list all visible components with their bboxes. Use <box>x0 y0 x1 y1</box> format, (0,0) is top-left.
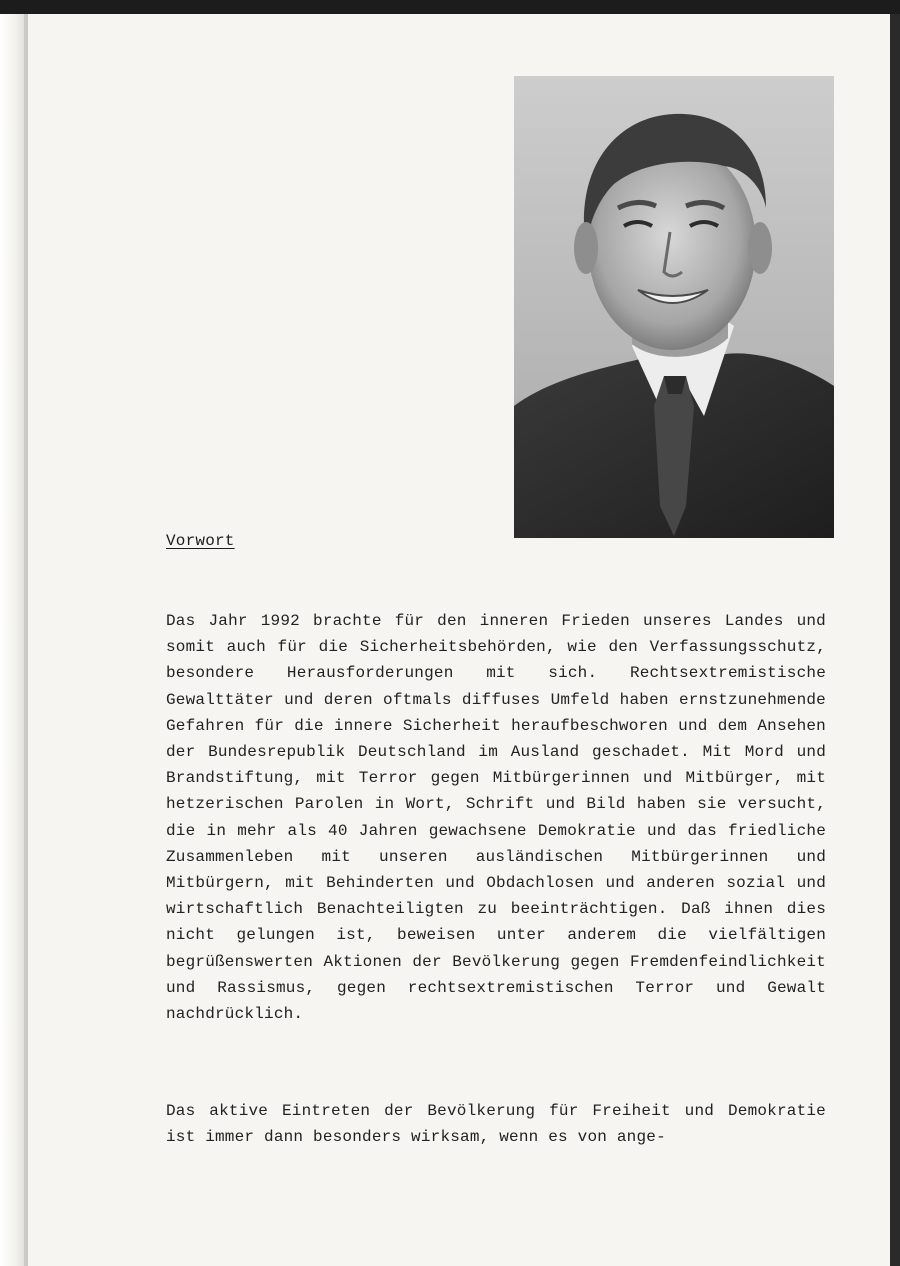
page-title: Vorwort <box>166 532 235 550</box>
page-top-edge <box>0 0 900 14</box>
paragraph-2: Das aktive Eintreten der Bevölkerung für Freiheit und Demokratie ist immer dann besonders wirksam, wenn es von ange- <box>166 1102 826 1147</box>
portrait-photo <box>514 76 834 538</box>
portrait-figure <box>514 76 834 538</box>
paragraph-1: Das Jahr 1992 brachte für den inneren Frieden unseres Landes und somit auch für die Sicherheitsbehörden, wie den Verfassungsschutz, besondere Herausforderungen mit sich. Rechtsextremistische Gewalttäter und deren oftmals diffuses Umfeld haben ernstzunehmende Gefahren für die innere Sicherheit heraufbeschworen und dem Ansehen der Bundesrepublik Deutschland im Ausland geschadet. Mit Mord und Brandstiftung, mit Terror gegen Mitbürgerinnen und Mitbürger, mit hetzerischen Parolen in Wort, Schrift und Bild haben sie versucht, die in mehr als 40 Jahren gewachsene Demokratie und das friedliche Zusammenleben mit unseren ausländischen Mitbürgerinnen und Mitbürgern, mit Behinderten und Obdachlosen und anderen sozial und wirtschaftlich Benachteiligten zu beeinträchtigen. Daß ihnen dies nicht gelungen ist, beweisen unter anderem die vielfältigen begrüßenswerten Aktionen der Bevölkerung gegen Fremdenfeindlichkeit und Rassismus, gegen rechtsextremistischen Terror und Gewalt nachdrücklich. <box>166 612 826 1024</box>
page-binding-shadow <box>0 14 28 1266</box>
document-page <box>28 14 890 1266</box>
